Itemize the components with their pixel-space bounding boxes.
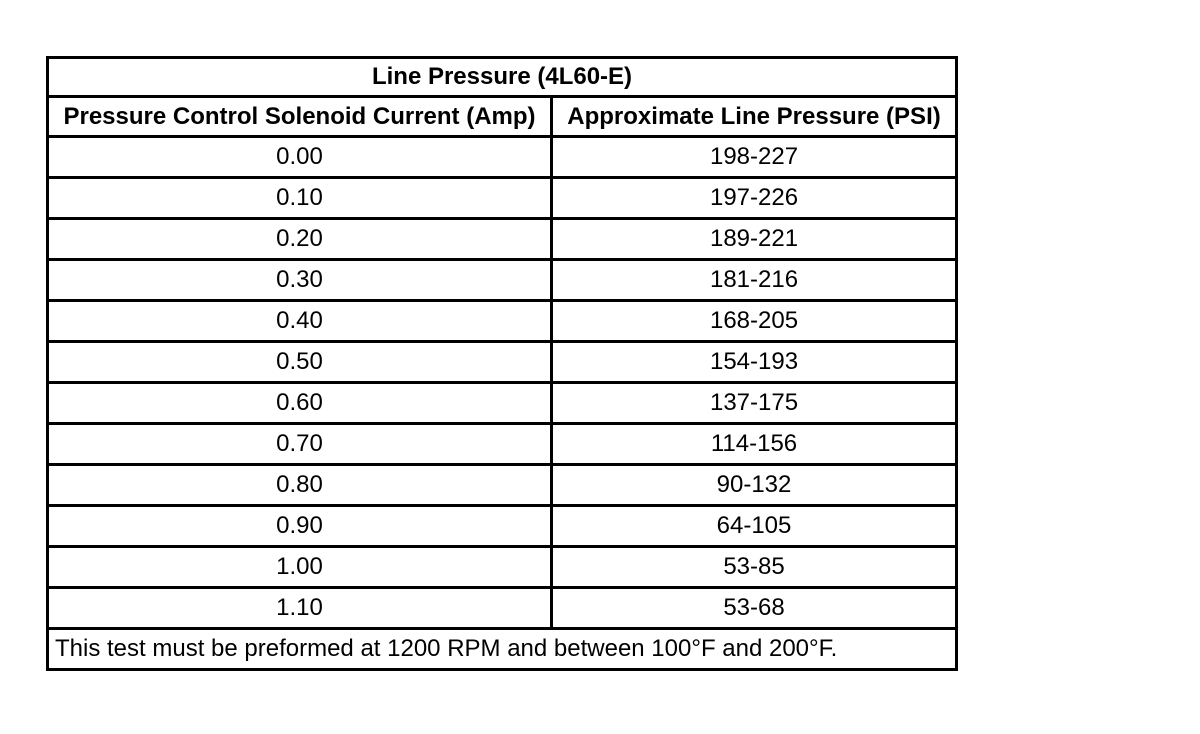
- current-cell: 1.00: [48, 547, 552, 588]
- table-row: [48, 547, 957, 588]
- current-cell: 0.30: [48, 260, 552, 301]
- current-cell: 0.00: [48, 137, 552, 178]
- pressure-cell: 197-226: [552, 178, 957, 219]
- table-row: [48, 588, 957, 629]
- pressure-cell: 154-193: [552, 342, 957, 383]
- current-cell: 0.20: [48, 219, 552, 260]
- pressure-cell: 168-205: [552, 301, 957, 342]
- table-row: [48, 260, 957, 301]
- table-row: [48, 465, 957, 506]
- current-cell: 0.40: [48, 301, 552, 342]
- current-cell: 0.10: [48, 178, 552, 219]
- table-note: This test must be preformed at 1200 RPM and between 100°F and 200°F.: [48, 629, 957, 670]
- table-row: [48, 383, 957, 424]
- column-header-pressure: Approximate Line Pressure (PSI): [552, 97, 957, 137]
- current-cell: 0.70: [48, 424, 552, 465]
- pressure-cell: 181-216: [552, 260, 957, 301]
- current-cell: 0.90: [48, 506, 552, 547]
- current-cell: 0.60: [48, 383, 552, 424]
- pressure-cell: 64-105: [552, 506, 957, 547]
- table-row: [48, 137, 957, 178]
- pressure-cell: 198-227: [552, 137, 957, 178]
- line-pressure-table-container: [46, 56, 955, 671]
- line-pressure-table: [46, 56, 958, 671]
- table-header-row: [48, 97, 957, 137]
- table-row: [48, 178, 957, 219]
- table-row: [48, 342, 957, 383]
- pressure-cell: 189-221: [552, 219, 957, 260]
- current-cell: 1.10: [48, 588, 552, 629]
- pressure-cell: 53-85: [552, 547, 957, 588]
- pressure-cell: 137-175: [552, 383, 957, 424]
- current-cell: 0.80: [48, 465, 552, 506]
- pressure-cell: 90-132: [552, 465, 957, 506]
- table-title: Line Pressure (4L60-E): [48, 58, 957, 97]
- table-row: [48, 506, 957, 547]
- current-cell: 0.50: [48, 342, 552, 383]
- table-row: [48, 219, 957, 260]
- table-body: [48, 137, 957, 629]
- pressure-cell: 53-68: [552, 588, 957, 629]
- table-title-row: [48, 58, 957, 97]
- column-header-current: Pressure Control Solenoid Current (Amp): [48, 97, 552, 137]
- table-row: [48, 424, 957, 465]
- pressure-cell: 114-156: [552, 424, 957, 465]
- table-note-row: [48, 629, 957, 670]
- table-row: [48, 301, 957, 342]
